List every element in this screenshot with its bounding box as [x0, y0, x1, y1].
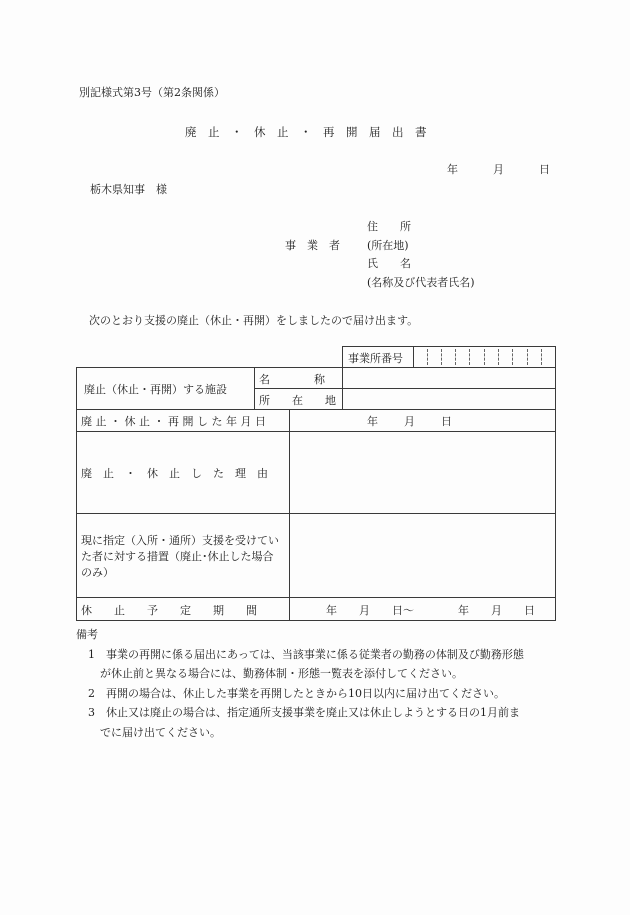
period-end-day: 日	[524, 604, 535, 617]
note-1-line1: 1 事業の再開に係る届出にあっては、当該事業に係る従業者の勤務の体制及び勤務形態	[88, 647, 524, 661]
period-value[interactable]	[326, 602, 535, 618]
name-sub-label: (名称及び代表者氏名)	[367, 275, 475, 289]
notes-heading: 備考	[76, 628, 98, 641]
office-number-input[interactable]	[414, 347, 555, 367]
measures-label-line1: 現に指定（入所・通所）支援を受けてい	[81, 534, 279, 547]
note-1-line2: が休止前と異なる場合には、勤務体制・形態一覧表を添付してください。	[100, 667, 463, 680]
note-2-line1: 2 再開の場合は、休止した事業を再開したときから10日以内に届け出てください。	[88, 686, 505, 700]
date-year: 年	[447, 163, 458, 176]
period-end-year: 年	[458, 604, 469, 617]
facility-label: 廃止（休止・再開）する施設	[84, 383, 227, 396]
period-start-month: 月	[359, 604, 370, 617]
date-row-label: 廃 止 ・ 休 止 ・ 再 開 し た 年 月 日	[81, 415, 266, 428]
date-row-day: 日	[441, 415, 452, 428]
date-day: 日	[539, 163, 550, 176]
period-start-year: 年	[326, 604, 337, 617]
name-label: 氏 名	[367, 257, 411, 270]
business-operator-fields	[367, 218, 475, 292]
date-row-value[interactable]	[367, 413, 452, 429]
office-number-label: 事業所番号	[348, 352, 403, 365]
reason-label: 廃 止 ・ 休 止 し た 理 由	[81, 467, 268, 480]
facility-location-label: 所 在 地	[259, 394, 336, 407]
note-3-line1: 3 休止又は廃止の場合は、指定通所支援事業を廃止又は休止しようとする日の1月前ま	[88, 706, 520, 719]
period-end-month: 月	[491, 604, 502, 617]
facility-name-label: 名 称	[259, 373, 325, 386]
statement: 次のとおり支援の廃止（休止・再開）をしましたので届け出ます。	[89, 314, 419, 327]
addressee: 栃木県知事 様	[90, 183, 167, 196]
measures-label-line3: のみ）	[81, 566, 114, 579]
period-start-day: 日～	[392, 604, 414, 617]
submission-date	[447, 161, 550, 177]
form-id: 別記様式第3号（第2条関係）	[79, 86, 225, 99]
measures-label-line2: た者に対する措置（廃止･休止した場合	[81, 550, 274, 563]
business-operator-label: 事 業 者	[285, 239, 340, 252]
date-month: 月	[493, 163, 504, 176]
address-sub-label: (所在地)	[367, 238, 409, 252]
address-label: 住 所	[367, 220, 411, 233]
period-label: 休 止 予 定 期 間	[81, 604, 257, 617]
notes	[76, 625, 524, 742]
document-title: 廃 止 ・ 休 止 ・ 再 開 届 出 書	[185, 125, 427, 139]
date-row-year: 年	[367, 415, 378, 428]
note-3-line2: でに届け出てください。	[100, 725, 221, 739]
date-row-month: 月	[404, 415, 415, 428]
